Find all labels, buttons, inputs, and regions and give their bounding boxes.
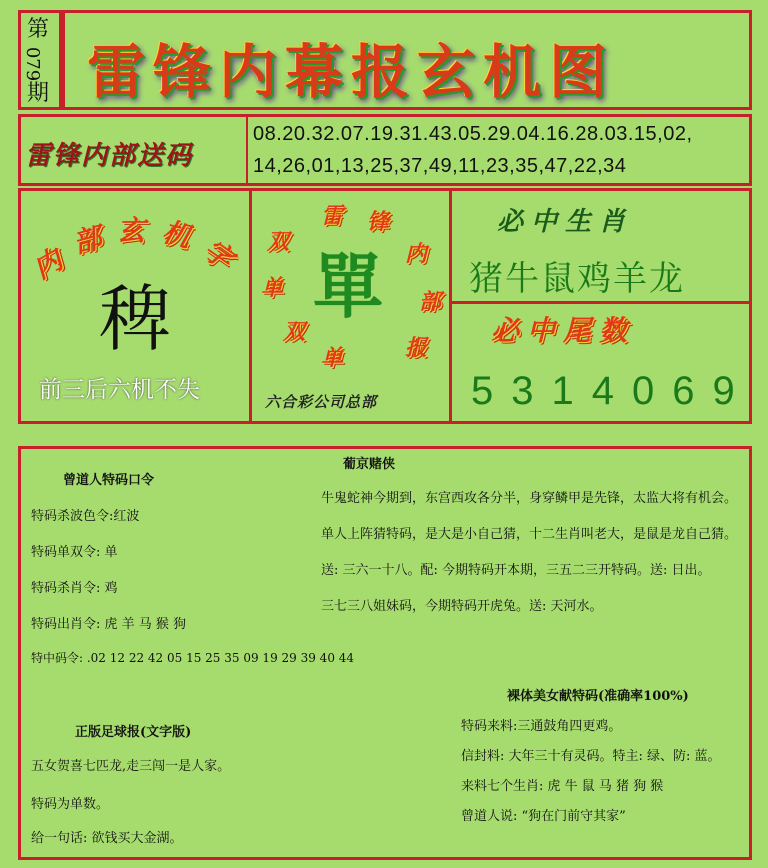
numbers-line-2: 14,26,01,13,25,37,49,11,23,35,47,22,34 <box>253 155 627 177</box>
circle-char-5: 报 <box>405 335 428 361</box>
center-big-char: 單 <box>313 245 383 328</box>
arc-char-1: 内 <box>27 243 69 286</box>
arc-char-5: 字 <box>197 232 240 276</box>
right-heading-2: 裸体美女献特码(准确率100%) <box>507 689 689 704</box>
tail-title: 必中尾数 <box>491 314 636 347</box>
divider-right <box>449 191 452 421</box>
riddle-slogan: 前三后六机不失 <box>39 377 200 403</box>
numbers-box <box>18 114 752 186</box>
numbers-line-1: 08.20.32.07.19.31.43.05.29.04.16.28.03.15,02, <box>253 123 693 145</box>
zodiac-list: 猪牛鼠鸡羊龙 <box>469 259 685 299</box>
issue-number: 079 <box>22 46 44 82</box>
right-line-4: 三七三八姐妹码，今期特码开虎兔。送: 天河水。 <box>321 599 603 614</box>
divider-left <box>249 191 252 421</box>
middle-box <box>18 188 752 424</box>
title-box <box>62 10 752 110</box>
issue-suffix: 期 <box>27 81 50 106</box>
circle-char-6: 单 <box>321 345 344 371</box>
circle-char-1: 雷 <box>321 203 344 229</box>
left2-line-1: 五女贺喜七匹龙,走三闯一是人家。 <box>31 759 231 774</box>
circle-char-8: 单 <box>261 275 284 301</box>
right2-line-1: 特码来料:三通鼓角四更鸡。 <box>461 719 622 734</box>
left-heading-2: 正版足球报(文字版) <box>75 725 192 740</box>
right2-line-2: 信封料: 大年三十有灵码。特主: 绿、防: 蓝。 <box>461 749 721 764</box>
issue-prefix: 第 <box>27 17 50 42</box>
right2-line-4: 曾道人说: “狗在门前守其家” <box>461 809 626 824</box>
tail-digits: 5314069 <box>471 369 753 413</box>
riddle-character: 稗 <box>99 277 172 361</box>
issue-box <box>18 10 62 110</box>
numbers-divider <box>246 114 248 186</box>
left-heading: 曾道人特码口令 <box>63 473 155 488</box>
left2-line-3: 给一句话: 欲钱买大金湖。 <box>31 831 183 846</box>
divider-horizontal <box>452 301 752 304</box>
right-line-1: 牛鬼蛇神今期到，东宫西攻各分半，身穿鳞甲是先锋，太监大将有机会。 <box>321 491 738 506</box>
circle-char-9: 双 <box>267 229 290 255</box>
left-line-4: 特码出肖令: 虎 羊 马 猴 狗 <box>31 617 187 632</box>
circle-char-3: 内 <box>405 241 428 267</box>
right2-line-3: 来料七个生肖: 虎 牛 鼠 马 猪 狗 猴 <box>461 779 664 794</box>
arc-char-4: 机 <box>158 214 195 255</box>
left-line-1: 特码杀波色令:红波 <box>31 509 140 524</box>
arc-char-2: 部 <box>69 220 106 261</box>
right-heading: 葡京赌侠 <box>343 457 396 472</box>
bottom-box <box>18 446 752 860</box>
left-line-3: 特码杀肖令: 鸡 <box>31 581 118 596</box>
circle-char-4: 部 <box>419 289 442 315</box>
left-line-5: 特中码令: .02 12 22 42 05 15 25 35 09 19 29 39 40 44 <box>31 651 355 665</box>
company-label: 六合彩公司总部 <box>265 393 378 411</box>
left-line-2: 特码单双令: 单 <box>31 545 118 560</box>
right-line-3: 送: 三六一十八。配: 今期特码开本期，三五二三开特码。送: 日出。 <box>321 563 711 578</box>
circle-char-7: 双 <box>283 319 306 345</box>
page-title: 雷锋内幕报玄机图 <box>87 38 616 106</box>
numbers-label: 雷锋内部送码 <box>25 141 194 171</box>
right-line-2: 单人上阵猜特码，是大是小自己猜，十二生肖叫老大，是鼠是龙自己猜。 <box>321 527 738 542</box>
arc-char-3: 玄 <box>117 214 146 247</box>
left2-line-2: 特码为单数。 <box>31 797 110 812</box>
circle-char-2: 锋 <box>367 209 390 235</box>
zodiac-title: 必中生肖 <box>497 207 634 237</box>
